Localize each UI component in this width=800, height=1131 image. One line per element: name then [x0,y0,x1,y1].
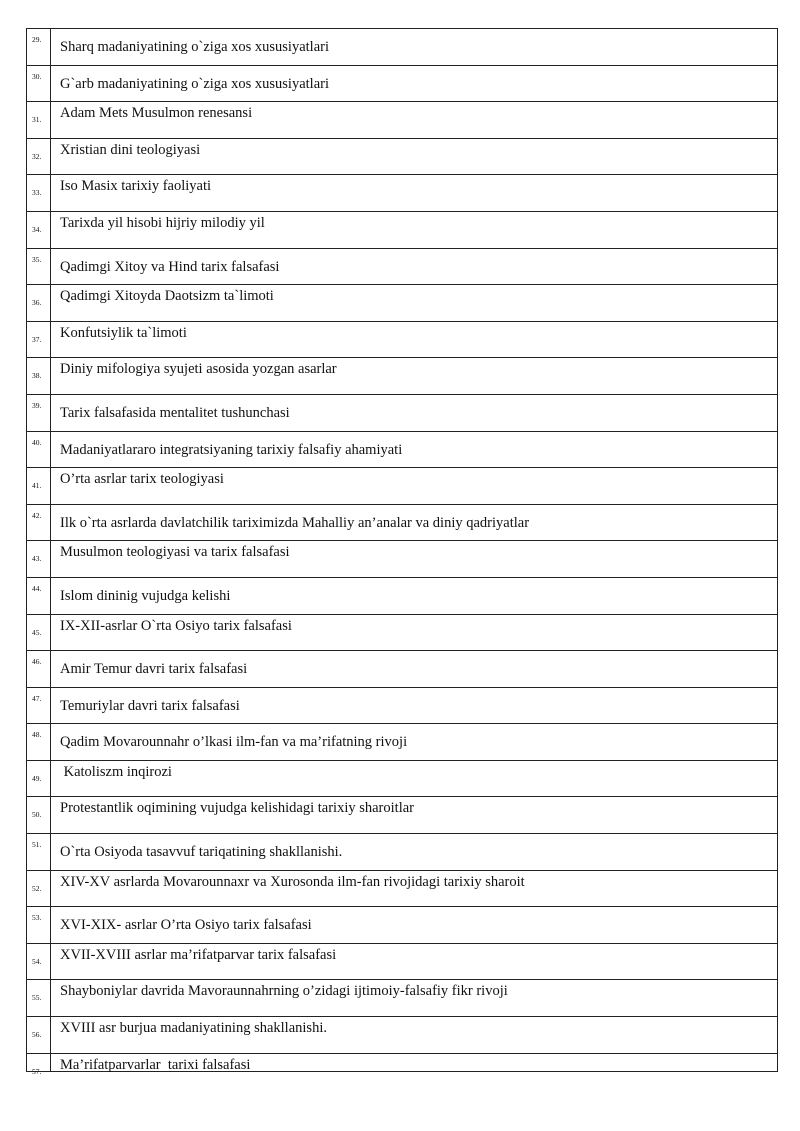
row-number: 41. [32,481,42,491]
topic-text: XVII-XVIII asrlar ma’rifatparvar tarix falsafasi [60,946,337,963]
row-number: 33. [32,188,42,198]
row-number: 37. [32,334,42,344]
table-row [27,578,777,615]
row-number: 54. [32,956,42,966]
row-number: 55. [32,993,42,1003]
row-number: 34. [32,224,42,234]
table-row [27,66,777,103]
table-row [27,432,777,469]
topic-text: Xristian dini teologiyasi [60,141,201,158]
row-number: 36. [32,298,42,308]
row-number: 40. [32,437,42,447]
table-row [27,139,777,176]
table-row [27,102,777,139]
topic-text: Islom dininig vujudga kelishi [60,587,231,604]
row-number-cell [27,358,51,394]
row-number-cell [27,212,51,248]
topic-text: Qadimgi Xitoyda Daotsizm ta`limoti [60,288,274,305]
table-row [27,797,777,834]
topic-text: Amir Temur davri tarix falsafasi [60,661,248,678]
row-number-cell [27,834,51,870]
row-number-cell [27,651,51,687]
row-number-cell [27,29,51,65]
topic-text: Katoliszm inqirozi [60,763,172,780]
row-number-cell [27,468,51,504]
topic-text: Temuriylar davri tarix falsafasi [60,697,240,714]
table-row [27,29,777,66]
table-row [27,1054,777,1076]
row-number: 35. [32,254,42,264]
row-number: 29. [32,35,42,44]
row-number-cell [27,249,51,285]
table-row [27,541,777,578]
row-number: 42. [32,510,42,520]
row-number-cell [27,505,51,541]
table-row [27,688,777,725]
row-number-cell [27,102,51,138]
row-number: 48. [32,730,42,740]
row-number-cell [27,761,51,797]
topic-text: Protestantlik oqimining vujudga kelishidagi tarixiy sharoitlar [60,800,414,817]
table-row [27,761,777,798]
row-number-cell [27,432,51,468]
topic-text: XVI-XIX- asrlar O’rta Osiyo tarix falsafasi [60,917,312,934]
row-number: 30. [32,71,42,81]
table-row [27,724,777,761]
row-number-cell [27,395,51,431]
topic-text: XIV-XV asrlarda Movarounnaxr va Xurosonda ilm-fan rivojidagi tarixiy sharoit [60,873,525,890]
topic-text: Iso Masix tarixiy faoliyati [60,178,212,195]
topic-text: Adam Mets Musulmon renesansi [60,105,253,122]
row-number: 32. [32,151,42,161]
table-row [27,285,777,322]
row-number: 44. [32,583,42,593]
table-row [27,468,777,505]
table-row [27,871,777,908]
row-number-cell [27,615,51,651]
table-row [27,358,777,395]
topic-text: Ilk o`rta asrlarda davlatchilik tariximizda Mahalliy an’analar va diniy qadriyatlar [60,514,530,531]
topic-text: Sharq madaniyatining o`ziga xos xususiyatlari [60,39,330,55]
table-row [27,944,777,981]
topic-text: G`arb madaniyatining o`ziga xos xususiyatlari [60,75,329,92]
row-number-cell [27,541,51,577]
row-number: 56. [32,1030,42,1040]
row-number-cell [27,871,51,907]
row-number-cell [27,322,51,358]
row-number: 52. [32,883,42,893]
topic-text: IX-XII-asrlar O`rta Osiyo tarix falsafasi [60,617,292,634]
table-row [27,395,777,432]
row-number: 53. [32,913,42,923]
topic-text: Tarix falsafasida mentalitet tushunchasi [60,404,290,421]
row-number: 51. [32,840,42,850]
row-number: 50. [32,810,42,820]
table-row [27,907,777,944]
row-number-cell [27,139,51,175]
topic-text: O’rta asrlar tarix teologiyasi [60,471,224,488]
row-number-cell [27,980,51,1016]
topic-text: Qadimgi Xitoy va Hind tarix falsafasi [60,258,280,275]
row-number-cell [27,797,51,833]
topic-text: Tarixda yil hisobi hijriy milodiy yil [60,214,265,231]
row-number-cell [27,175,51,211]
topic-text: Shayboniylar davrida Mavoraunnahrning o’zidagi ijtimoiy-falsafiy fikr rivoji [60,983,508,1000]
row-number: 39. [32,400,42,410]
table-row [27,651,777,688]
topic-text: O`rta Osiyoda tasavvuf tariqatining shakllanishi. [60,844,343,861]
row-number: 43. [32,554,42,564]
row-number: 38. [32,371,42,381]
table-row [27,1017,777,1054]
row-number: 57. [32,1066,42,1076]
table-row [27,175,777,212]
table-row [27,322,777,359]
topic-text: Qadim Movarounnahr o’lkasi ilm-fan va ma’rifatning rivoji [60,734,408,751]
row-number-cell [27,285,51,321]
row-number-cell [27,907,51,943]
row-number-cell [27,66,51,102]
row-number-cell [27,1054,51,1076]
row-number-cell [27,578,51,614]
topic-text: Musulmon teologiyasi va tarix falsafasi [60,544,290,561]
row-number-cell [27,944,51,980]
topics-table [26,28,778,1076]
row-number: 31. [32,115,42,125]
row-number-cell [27,688,51,724]
topic-text: Diniy mifologiya syujeti asosida yozgan asarlar [60,361,337,378]
topic-text: Ma’rifatparvarlar tarixi falsafasi [60,1056,251,1073]
table-row [27,505,777,542]
row-number-cell [27,724,51,760]
row-number-cell [27,1017,51,1053]
topic-text: XVIII asr burjua madaniyatining shakllanishi. [60,1020,327,1037]
table-row [27,212,777,249]
table-row [27,980,777,1017]
row-number: 47. [32,693,42,703]
row-number: 46. [32,657,42,667]
table-row [27,834,777,871]
table-row [27,615,777,652]
table-row [27,249,777,286]
row-number: 45. [32,627,42,637]
topic-text: Madaniyatlararo integratsiyaning tarixiy falsafiy ahamiyati [60,441,403,458]
topic-text: Konfutsiylik ta`limoti [60,324,187,341]
row-number: 49. [32,773,42,783]
